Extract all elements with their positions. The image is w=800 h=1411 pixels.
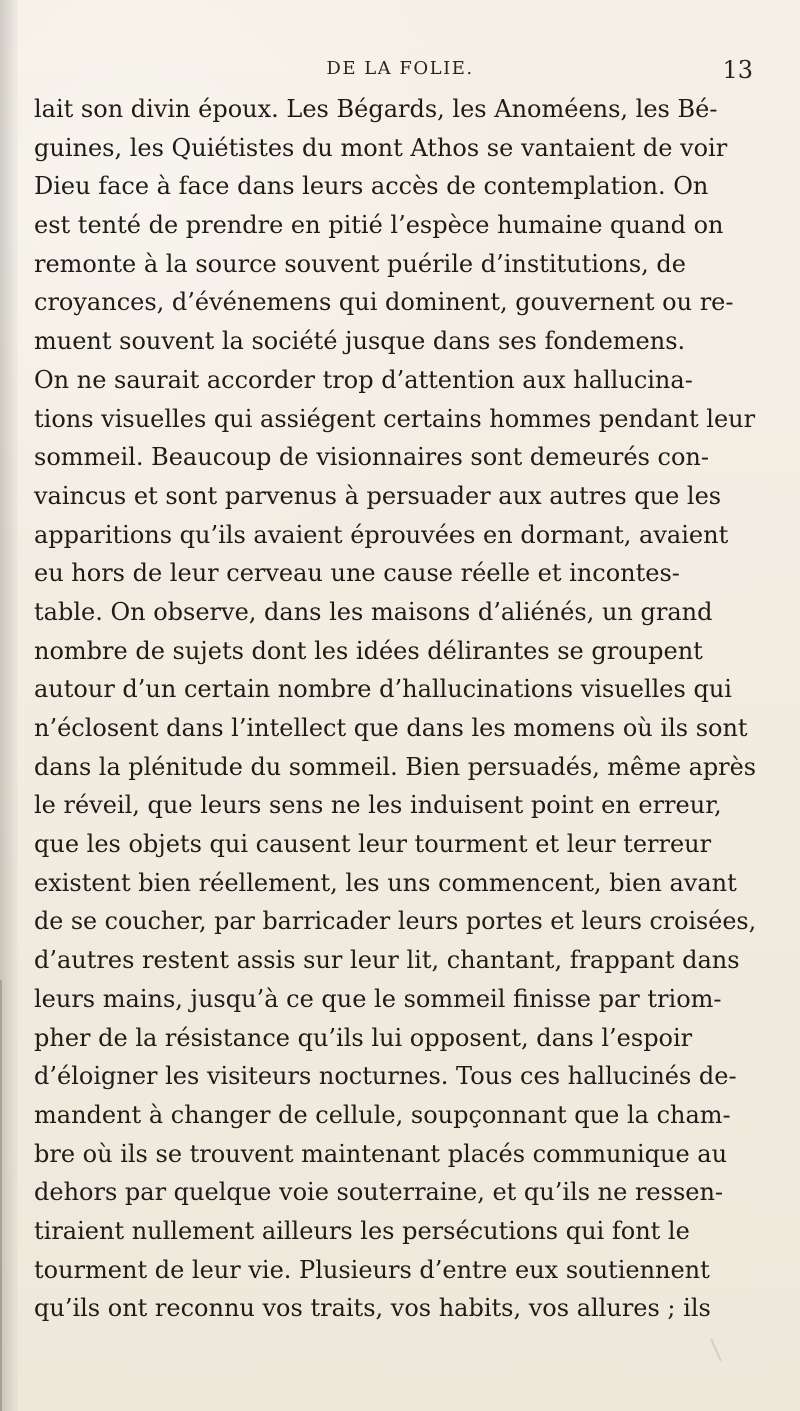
text-line [34, 554, 756, 593]
text-line [34, 632, 756, 671]
text-line [34, 1135, 756, 1174]
text-line-content: dans la plénitude du sommeil. Bien persuadés, même après [34, 752, 756, 781]
text-line [34, 1173, 756, 1212]
text-line-content: n’éclosent dans l’intellect que dans les momens où ils sont [34, 714, 748, 742]
text-line-content: d’éloigner les visiteurs nocturnes. Tous ces hallucinés de- [34, 1062, 737, 1091]
text-line-content: remonte à la source souvent puérile d’institutions, de [34, 249, 686, 278]
text-line [34, 825, 756, 864]
text-line-content: Dieu face à face dans leurs accès de contemplation. On [34, 172, 709, 201]
text-line-content: tiraient nullement ailleurs les persécutions qui font le [34, 1216, 690, 1245]
text-line-content: autour d’un certain nombre d’hallucinations visuelles qui [34, 675, 732, 704]
paper-mark [710, 1339, 722, 1362]
text-line [34, 941, 756, 980]
text-line [34, 902, 756, 941]
text-line [34, 864, 756, 903]
text-line-content: eu hors de leur cerveau une cause réelle et incontes- [34, 559, 680, 588]
text-line-content: tourment de leur vie. Plusieurs d’entre eux soutiennent [34, 1255, 710, 1284]
body-text [34, 90, 756, 1328]
text-line-content: le réveil, que leurs sens ne les induisent point en erreur, [34, 791, 722, 820]
text-line [34, 670, 756, 709]
text-line [34, 438, 756, 477]
text-line [34, 206, 756, 245]
text-line [34, 477, 756, 516]
text-line-content: existent bien réellement, les uns commencent, bien avant [34, 868, 737, 897]
text-line-content: mandent à changer de cellule, soupçonnant que la cham- [34, 1100, 731, 1129]
text-line-content: qu’ils ont reconnu vos traits, vos habits, vos allures ; ils [34, 1294, 711, 1323]
text-line [34, 1251, 756, 1290]
text-line-content: d’autres restent assis sur leur lit, chantant, frappant dans [34, 946, 740, 975]
text-line [34, 709, 756, 748]
text-line-content: que les objets qui causent leur tourment et leur terreur [34, 830, 712, 859]
text-line [34, 400, 756, 439]
text-line [34, 283, 756, 322]
text-line-content: bre où ils se trouvent maintenant placés communique au [34, 1139, 728, 1168]
text-line [34, 980, 756, 1019]
text-line-content: On ne saurait accorder trop d’attention aux hallucina- [34, 365, 693, 394]
text-line [34, 322, 756, 361]
text-line-content: sommeil. Beaucoup de visionnaires sont demeurés con- [34, 443, 709, 472]
text-line [34, 90, 756, 129]
text-line [34, 167, 756, 206]
text-line [34, 1019, 756, 1058]
text-line [34, 361, 756, 400]
text-line-content: guines, les Quiétistes du mont Athos se vantaient de voir [34, 133, 728, 162]
text-line [34, 593, 756, 632]
page-number: 13 [722, 56, 753, 84]
text-line [34, 129, 756, 168]
text-line-content: apparitions qu’ils avaient éprouvées en dormant, avaient [34, 520, 729, 549]
text-line [34, 786, 756, 825]
text-line-content: est tenté de prendre en pitié l’espèce humaine quand on [34, 211, 724, 240]
text-line-content: pher de la résistance qu’ils lui opposent, dans l’espoir [34, 1023, 693, 1052]
text-line-content: croyances, d’événemens qui dominent, gouvernent ou re- [34, 288, 734, 317]
text-line-content: muent souvent la société jusque dans ses fondemens. [34, 327, 686, 356]
text-line-content: vaincus et sont parvenus à persuader aux autres que les [34, 481, 722, 510]
text-line [34, 1289, 756, 1328]
page-header [0, 58, 800, 86]
text-line-content: de se coucher, par barricader leurs portes et leurs croisées, [34, 907, 757, 936]
text-line-content: tions visuelles qui assiégent certains hommes pendant leur [34, 404, 756, 433]
text-line [34, 1212, 756, 1251]
text-line-content: lait son divin époux. Les Bégards, les Anoméens, les Bé- [34, 95, 718, 123]
page-edge-line [0, 980, 2, 1411]
running-head: DE LA FOLIE. [326, 58, 474, 79]
page-binding-shadow [0, 0, 18, 1411]
text-line-content: leurs mains, jusqu’à ce que le sommeil finisse par triom- [34, 984, 722, 1013]
text-line [34, 245, 756, 284]
text-line [34, 1096, 756, 1135]
text-line [34, 748, 756, 787]
text-line-content: table. On observe, dans les maisons d’aliénés, un grand [34, 597, 713, 626]
text-line-content: dehors par quelque voie souterraine, et qu’ils ne ressen- [34, 1178, 724, 1207]
text-line [34, 1057, 756, 1096]
text-line [34, 516, 756, 555]
text-line-content: nombre de sujets dont les idées délirantes se groupent [34, 636, 703, 665]
